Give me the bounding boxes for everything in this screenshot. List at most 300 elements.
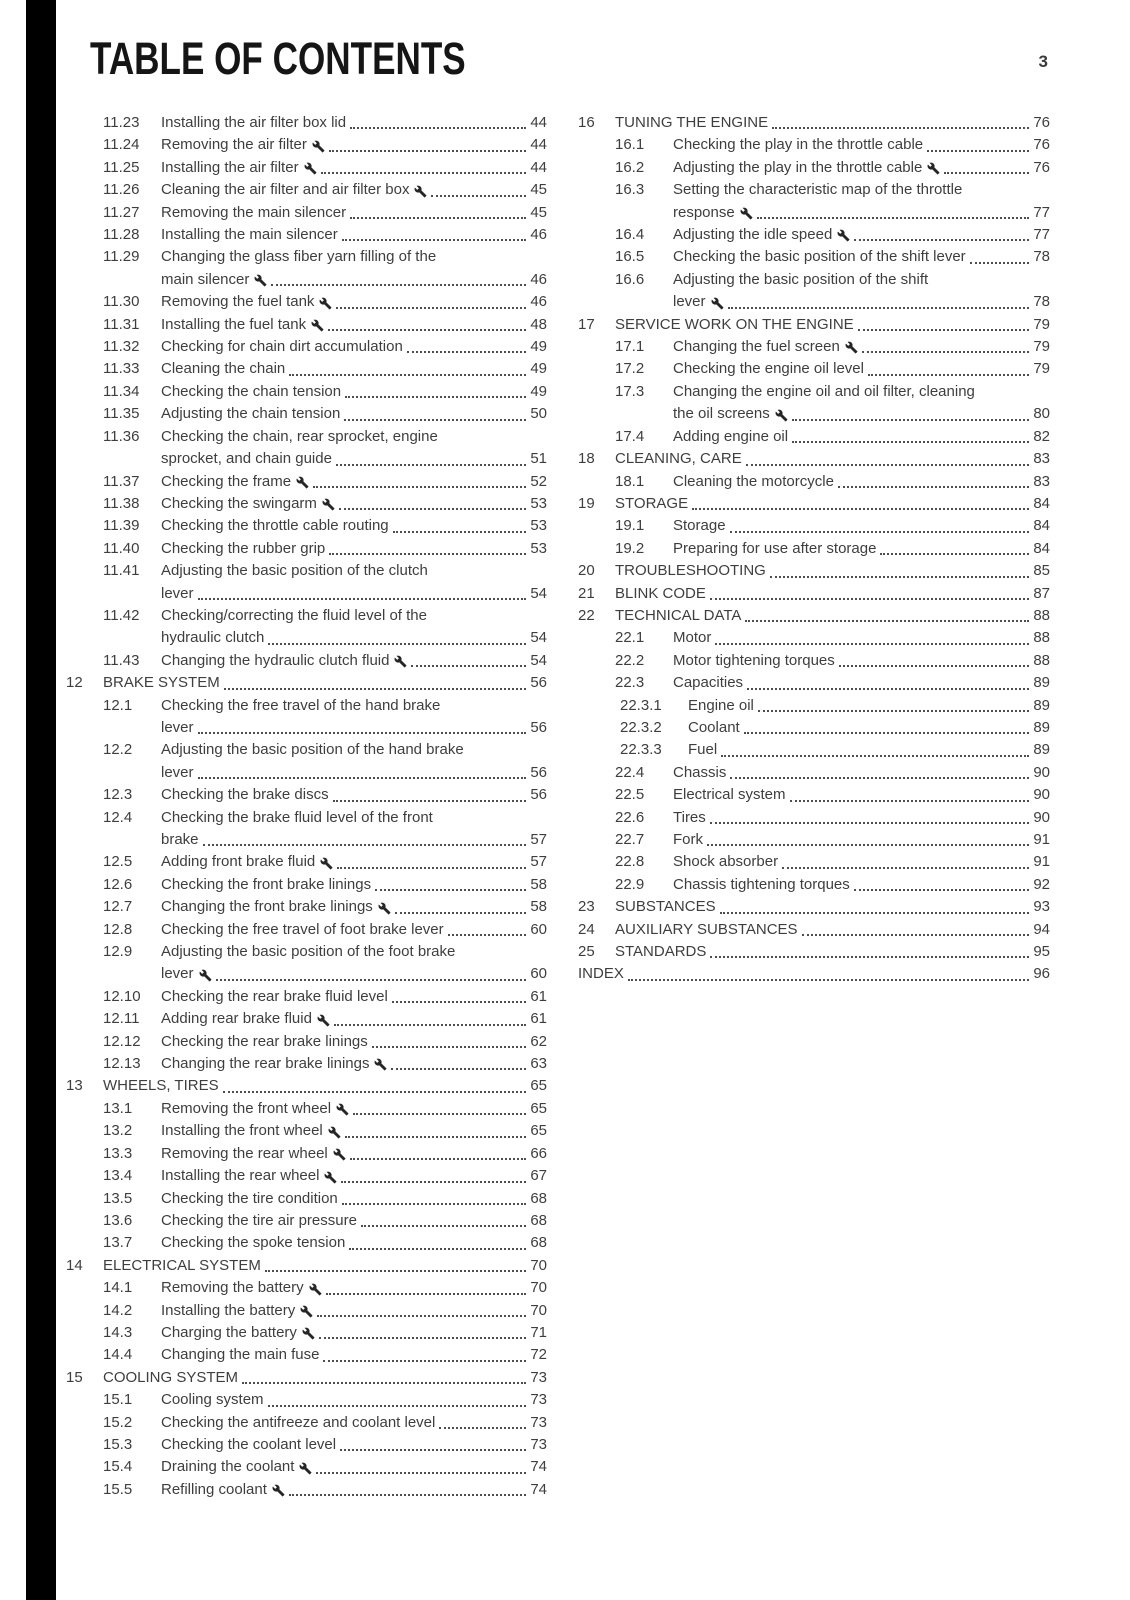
entry-page-number: 58 bbox=[530, 875, 547, 893]
entry-page-number: 90 bbox=[1033, 763, 1050, 781]
toc-entry-row bbox=[66, 336, 547, 358]
entry-title: TECHNICAL DATA bbox=[615, 606, 742, 624]
dot-leader bbox=[721, 755, 1029, 757]
entry-number: 12.8 bbox=[103, 920, 133, 938]
entry-title: Tires bbox=[673, 808, 706, 826]
entry-page-number: 68 bbox=[530, 1189, 547, 1207]
entry-title: Chassis tightening torques bbox=[673, 875, 850, 893]
entry-title: Installing the fuel tank bbox=[161, 315, 307, 333]
toc-entry-row bbox=[66, 291, 547, 313]
dot-leader bbox=[770, 576, 1029, 578]
dot-leader bbox=[792, 441, 1029, 443]
toc-entry-row bbox=[66, 1389, 547, 1411]
dot-leader bbox=[339, 508, 526, 510]
toc-entry-row bbox=[578, 695, 1050, 717]
toc-entry-row bbox=[578, 627, 1050, 649]
entry-title: Checking the antifreeze and coolant level bbox=[161, 1413, 436, 1431]
entry-number: 11.41 bbox=[103, 562, 140, 580]
dot-leader bbox=[839, 665, 1030, 667]
wrench-icon bbox=[299, 1462, 312, 1475]
dot-leader bbox=[198, 732, 527, 734]
dot-leader bbox=[353, 1113, 526, 1115]
page-title: TABLE OF CONTENTS bbox=[90, 33, 466, 84]
entry-title: Checking the basic position of the shift lever bbox=[673, 248, 966, 266]
toc-entry-row bbox=[66, 739, 547, 761]
dot-leader bbox=[268, 643, 526, 645]
entry-number: 22.3.3 bbox=[620, 741, 662, 759]
toc-entry-row bbox=[578, 739, 1050, 761]
entry-title: Changing the hydraulic clutch fluid bbox=[161, 651, 390, 669]
entry-title: Adding rear brake fluid bbox=[161, 1010, 312, 1028]
toc-entry-row bbox=[578, 829, 1050, 851]
entry-title: hydraulic clutch bbox=[161, 629, 265, 647]
entry-number: 13.3 bbox=[103, 1144, 133, 1162]
entry-number: 11.33 bbox=[103, 360, 140, 378]
entry-page-number: 49 bbox=[530, 360, 547, 378]
entry-title: SERVICE WORK ON THE ENGINE bbox=[615, 315, 854, 333]
toc-entry-row bbox=[66, 896, 547, 918]
entry-title: TUNING THE ENGINE bbox=[615, 114, 769, 131]
toc-entry-row bbox=[66, 224, 547, 246]
wrench-icon bbox=[333, 1148, 346, 1161]
dot-leader bbox=[720, 912, 1030, 914]
toc-column-2 bbox=[578, 112, 1050, 986]
entry-number: 18 bbox=[578, 450, 595, 468]
entry-page-number: 73 bbox=[530, 1391, 547, 1409]
entry-page-number: 76 bbox=[1033, 136, 1050, 154]
wrench-icon bbox=[302, 1327, 315, 1340]
entry-number: 19.2 bbox=[615, 539, 645, 557]
entry-number: 12.7 bbox=[103, 898, 133, 916]
entry-number: 25 bbox=[578, 943, 595, 961]
toc-entry-row bbox=[578, 381, 1050, 403]
entry-number: 17.4 bbox=[615, 427, 645, 445]
entry-page-number: 58 bbox=[530, 898, 547, 916]
toc-entry-row bbox=[66, 695, 547, 717]
entry-page-number: 79 bbox=[1033, 360, 1050, 378]
entry-title: WHEELS, TIRES bbox=[103, 1077, 219, 1095]
wrench-icon bbox=[304, 162, 317, 175]
entry-number: 11.34 bbox=[103, 382, 140, 400]
entry-number: 11.32 bbox=[103, 338, 140, 356]
wrench-icon bbox=[845, 341, 858, 354]
entry-title: Adding engine oil bbox=[673, 427, 789, 445]
toc-entry-row bbox=[578, 784, 1050, 806]
dot-leader bbox=[333, 800, 527, 802]
page-edge-bar bbox=[26, 0, 56, 1600]
entry-title: Electrical system bbox=[673, 786, 786, 804]
page-header bbox=[90, 33, 1048, 84]
entry-page-number: 49 bbox=[530, 338, 547, 356]
dot-leader bbox=[336, 307, 526, 309]
entry-number: 22.3.1 bbox=[620, 696, 662, 714]
dot-leader bbox=[782, 867, 1029, 869]
toc-entry-row bbox=[66, 627, 547, 649]
entry-title: Changing the glass fiber yarn filling of the bbox=[161, 248, 437, 266]
entry-title: Checking the throttle cable routing bbox=[161, 517, 389, 535]
entry-number: 22 bbox=[578, 606, 595, 624]
entry-number: 16.3 bbox=[615, 181, 645, 199]
entry-number: 13.4 bbox=[103, 1167, 133, 1185]
entry-title: Installing the rear wheel bbox=[161, 1167, 320, 1185]
entry-number: 11.23 bbox=[103, 114, 140, 131]
wrench-icon bbox=[336, 1103, 349, 1116]
toc-entry-row bbox=[66, 717, 547, 739]
entry-number: 11.37 bbox=[103, 472, 140, 490]
entry-number: 13.1 bbox=[103, 1099, 133, 1117]
wrench-icon bbox=[300, 1305, 313, 1318]
entry-page-number: 53 bbox=[530, 539, 547, 557]
dot-leader bbox=[344, 419, 526, 421]
entry-number: 12.1 bbox=[103, 696, 133, 714]
entry-number: 11.24 bbox=[103, 136, 140, 154]
entry-title: lever bbox=[161, 763, 194, 781]
entry-number: 11.42 bbox=[103, 606, 140, 624]
toc-entry-row bbox=[66, 1344, 547, 1366]
dot-leader bbox=[317, 1315, 526, 1317]
entry-page-number: 88 bbox=[1033, 651, 1050, 669]
entry-page-number: 91 bbox=[1033, 853, 1050, 871]
entry-title: Charging the battery bbox=[161, 1323, 297, 1341]
entry-page-number: 78 bbox=[1033, 293, 1050, 311]
entry-title: Checking the chain tension bbox=[161, 382, 342, 400]
wrench-icon bbox=[309, 1283, 322, 1296]
toc-chapter-row bbox=[578, 919, 1050, 941]
dot-leader bbox=[289, 1494, 526, 1496]
entry-page-number: 44 bbox=[530, 114, 547, 131]
entry-number: 19.1 bbox=[615, 517, 645, 535]
entry-page-number: 61 bbox=[530, 1010, 547, 1028]
entry-title: Checking the chain, rear sprocket, engine bbox=[161, 427, 438, 445]
entry-title: Checking the play in the throttle cable bbox=[673, 136, 924, 154]
entry-title: SUBSTANCES bbox=[615, 898, 716, 916]
entry-number: 13 bbox=[66, 1077, 83, 1095]
entry-title: Checking the brake discs bbox=[161, 786, 329, 804]
entry-number: 14.2 bbox=[103, 1301, 133, 1319]
entry-title: sprocket, and chain guide bbox=[161, 450, 332, 468]
entry-title: AUXILIARY SUBSTANCES bbox=[615, 920, 798, 938]
entry-page-number: 82 bbox=[1033, 427, 1050, 445]
entry-page-number: 70 bbox=[530, 1279, 547, 1297]
toc-entry-row bbox=[66, 471, 547, 493]
dot-leader bbox=[728, 307, 1030, 309]
wrench-icon bbox=[272, 1484, 285, 1497]
dot-leader bbox=[321, 172, 527, 174]
entry-number: 22.3.2 bbox=[620, 718, 662, 736]
toc-entry-row bbox=[66, 762, 547, 784]
dot-leader bbox=[692, 508, 1029, 510]
entry-title: Checking the spoke tension bbox=[161, 1234, 346, 1252]
entry-number: 22.6 bbox=[615, 808, 645, 826]
toc-chapter-row bbox=[66, 1255, 547, 1277]
toc-entry-row bbox=[66, 1232, 547, 1254]
entry-title: lever bbox=[161, 965, 194, 983]
dot-leader bbox=[319, 1337, 526, 1339]
entry-title: Changing the engine oil and oil filter, cleaning bbox=[673, 382, 975, 400]
entry-title: TROUBLESHOOTING bbox=[615, 562, 766, 580]
wrench-icon bbox=[837, 229, 850, 242]
entry-title: Removing the rear wheel bbox=[161, 1144, 328, 1162]
dot-leader bbox=[342, 239, 527, 241]
wrench-icon bbox=[320, 857, 333, 870]
entry-title: BLINK CODE bbox=[615, 584, 706, 602]
entry-page-number: 76 bbox=[1033, 158, 1050, 176]
toc-entry-row bbox=[66, 583, 547, 605]
toc-entry-row bbox=[578, 851, 1050, 873]
entry-number: 13.7 bbox=[103, 1234, 133, 1252]
entry-number: 17.1 bbox=[615, 338, 645, 356]
entry-title: Draining the coolant bbox=[161, 1458, 295, 1476]
toc-chapter-row bbox=[66, 1075, 547, 1097]
entry-title: Installing the front wheel bbox=[161, 1122, 323, 1140]
toc-entry-row bbox=[66, 851, 547, 873]
entry-title: Checking the tire air pressure bbox=[161, 1211, 357, 1229]
entry-title: Fork bbox=[673, 831, 703, 848]
dot-leader bbox=[772, 127, 1029, 129]
entry-page-number: 89 bbox=[1033, 741, 1050, 759]
dot-leader bbox=[350, 1158, 527, 1160]
toc-entry-row bbox=[66, 1188, 547, 1210]
entry-page-number: 83 bbox=[1033, 472, 1050, 490]
dot-leader bbox=[790, 800, 1030, 802]
dot-leader bbox=[746, 464, 1030, 466]
entry-title: Installing the main silencer bbox=[161, 226, 338, 244]
entry-number: 22.8 bbox=[615, 853, 645, 871]
dot-leader bbox=[757, 217, 1030, 219]
dot-leader bbox=[326, 1293, 527, 1295]
entry-page-number: 74 bbox=[530, 1480, 547, 1498]
dot-leader bbox=[345, 396, 526, 398]
toc-chapter-row bbox=[66, 672, 547, 694]
entry-page-number: 50 bbox=[530, 405, 547, 423]
entry-title: Checking for chain dirt accumulation bbox=[161, 338, 403, 356]
entry-title: Checking the swingarm bbox=[161, 494, 317, 512]
entry-page-number: 71 bbox=[530, 1323, 547, 1341]
entry-page-number: 83 bbox=[1033, 450, 1050, 468]
entry-title: Checking the coolant level bbox=[161, 1435, 337, 1453]
dot-leader bbox=[970, 262, 1030, 264]
entry-page-number: 57 bbox=[530, 831, 547, 848]
entry-page-number: 57 bbox=[530, 853, 547, 871]
entry-page-number: 54 bbox=[530, 584, 547, 602]
toc-entry-row bbox=[578, 874, 1050, 896]
entry-number: 12.13 bbox=[103, 1055, 141, 1073]
dot-leader bbox=[838, 486, 1029, 488]
entry-title: Checking/correcting the fluid level of the bbox=[161, 606, 427, 624]
entry-number: 11.31 bbox=[103, 315, 140, 333]
entry-number: 14.1 bbox=[103, 1279, 133, 1297]
entry-page-number: 61 bbox=[530, 987, 547, 1005]
toc-entry-row bbox=[578, 426, 1050, 448]
entry-number: 15.5 bbox=[103, 1480, 133, 1498]
entry-page-number: 68 bbox=[530, 1211, 547, 1229]
entry-page-number: 56 bbox=[530, 763, 547, 781]
entry-page-number: 79 bbox=[1033, 338, 1050, 356]
dot-leader bbox=[393, 531, 527, 533]
entry-title: Checking the front brake linings bbox=[161, 875, 372, 893]
dot-leader bbox=[203, 844, 527, 846]
dot-leader bbox=[342, 1203, 527, 1205]
entry-title: Checking the frame bbox=[161, 472, 292, 490]
entry-page-number: 54 bbox=[530, 651, 547, 669]
entry-number: 14.4 bbox=[103, 1346, 133, 1364]
toc-entry-row bbox=[578, 515, 1050, 537]
dot-leader bbox=[802, 934, 1030, 936]
dot-leader bbox=[392, 1001, 527, 1003]
dot-leader bbox=[242, 1382, 526, 1384]
toc-entry-row bbox=[66, 1098, 547, 1120]
dot-leader bbox=[747, 688, 1029, 690]
entry-number: 18.1 bbox=[615, 472, 645, 490]
dot-leader bbox=[328, 329, 526, 331]
entry-title: Refilling coolant bbox=[161, 1480, 267, 1498]
toc-entry-row bbox=[66, 179, 547, 201]
dot-leader bbox=[265, 1270, 526, 1272]
entry-number: 17.3 bbox=[615, 382, 645, 400]
entry-number: 11.26 bbox=[103, 181, 140, 199]
toc-entry-row bbox=[578, 246, 1050, 268]
wrench-icon bbox=[394, 655, 407, 668]
toc-chapter-row bbox=[578, 896, 1050, 918]
toc-entry-row bbox=[66, 1210, 547, 1232]
toc-entry-row bbox=[66, 1412, 547, 1434]
entry-page-number: 52 bbox=[530, 472, 547, 490]
entry-title: Coolant bbox=[688, 718, 740, 736]
entry-title: Preparing for use after storage bbox=[673, 539, 877, 557]
entry-title: main silencer bbox=[161, 270, 250, 288]
toc-entry-row bbox=[66, 605, 547, 627]
toc-chapter-row bbox=[578, 112, 1050, 134]
entry-title: Changing the front brake linings bbox=[161, 898, 373, 916]
entry-page-number: 84 bbox=[1033, 539, 1050, 557]
wrench-icon bbox=[317, 1014, 330, 1027]
entry-title: Storage bbox=[673, 517, 726, 535]
dot-leader bbox=[745, 620, 1029, 622]
entry-number: 14.3 bbox=[103, 1323, 133, 1341]
entry-number: 15.1 bbox=[103, 1391, 133, 1409]
entry-number: 23 bbox=[578, 898, 595, 916]
wrench-icon bbox=[311, 319, 324, 332]
toc-entry-row bbox=[66, 1322, 547, 1344]
dot-leader bbox=[361, 1225, 526, 1227]
toc-entry-row bbox=[66, 1031, 547, 1053]
toc-chapter-row bbox=[578, 448, 1050, 470]
entry-title: Checking the free travel of the hand brake bbox=[161, 696, 441, 714]
toc-entry-row bbox=[66, 1434, 547, 1456]
entry-title: Fuel bbox=[688, 741, 718, 759]
entry-number: 15.2 bbox=[103, 1413, 133, 1431]
entry-number: 12 bbox=[66, 674, 83, 692]
dot-leader bbox=[758, 710, 1029, 712]
entry-page-number: 44 bbox=[530, 158, 547, 176]
entry-page-number: 77 bbox=[1033, 226, 1050, 244]
dot-leader bbox=[350, 217, 526, 219]
dot-leader bbox=[341, 1181, 526, 1183]
entry-title: Cleaning the air filter and air filter box bbox=[161, 181, 410, 199]
entry-number: 12.11 bbox=[103, 1010, 140, 1028]
entry-number: 22.4 bbox=[615, 763, 645, 781]
entry-number: 22.5 bbox=[615, 786, 645, 804]
entry-page-number: 65 bbox=[530, 1099, 547, 1117]
wrench-icon bbox=[374, 1058, 387, 1071]
toc-entry-row bbox=[66, 358, 547, 380]
entry-title: Adding front brake fluid bbox=[161, 853, 316, 871]
toc-entry-row bbox=[66, 1300, 547, 1322]
entry-title: COOLING SYSTEM bbox=[103, 1368, 239, 1386]
entry-number: 16.2 bbox=[615, 158, 645, 176]
wrench-icon bbox=[414, 185, 427, 198]
toc-entry-row bbox=[66, 426, 547, 448]
dot-leader bbox=[730, 777, 1029, 779]
dot-leader bbox=[944, 172, 1029, 174]
toc-entry-row bbox=[66, 784, 547, 806]
entry-title: Setting the characteristic map of the throttle bbox=[673, 181, 963, 199]
entry-title: Changing the main fuse bbox=[161, 1346, 320, 1364]
entry-number: 20 bbox=[578, 562, 595, 580]
entry-title: Checking the rubber grip bbox=[161, 539, 326, 557]
entry-title: lever bbox=[161, 584, 194, 602]
entry-page-number: 72 bbox=[530, 1346, 547, 1364]
entry-page-number: 70 bbox=[530, 1256, 547, 1274]
toc-entry-row bbox=[66, 941, 547, 963]
toc-entry-row bbox=[66, 963, 547, 985]
entry-page-number: 45 bbox=[530, 203, 547, 221]
entry-page-number: 49 bbox=[530, 382, 547, 400]
entry-number: 15 bbox=[66, 1368, 83, 1386]
dot-leader bbox=[372, 1046, 527, 1048]
dot-leader bbox=[224, 688, 527, 690]
entry-page-number: 73 bbox=[530, 1435, 547, 1453]
wrench-icon bbox=[711, 297, 724, 310]
entry-page-number: 87 bbox=[1033, 584, 1050, 602]
entry-number: 12.6 bbox=[103, 875, 133, 893]
entry-title: Shock absorber bbox=[673, 853, 779, 871]
toc-entry-row bbox=[578, 403, 1050, 425]
entry-page-number: 80 bbox=[1033, 405, 1050, 423]
toc-chapter-row bbox=[578, 605, 1050, 627]
toc-entry-row bbox=[66, 807, 547, 829]
entry-title: Adjusting the play in the throttle cable bbox=[673, 158, 923, 176]
entry-title: Chassis bbox=[673, 763, 727, 781]
toc-entry-row bbox=[66, 650, 547, 672]
entry-page-number: 46 bbox=[530, 270, 547, 288]
entry-title: Changing the fuel screen bbox=[673, 338, 840, 356]
entry-page-number: 73 bbox=[530, 1368, 547, 1386]
dot-leader bbox=[448, 934, 527, 936]
dot-leader bbox=[407, 351, 527, 353]
toc-entry-row bbox=[66, 202, 547, 224]
entry-title: Adjusting the idle speed bbox=[673, 226, 833, 244]
toc-entry-row bbox=[66, 1008, 547, 1030]
entry-page-number: 46 bbox=[530, 226, 547, 244]
dot-leader bbox=[707, 844, 1029, 846]
entry-page-number: 79 bbox=[1033, 315, 1050, 333]
toc-entry-row bbox=[66, 1456, 547, 1478]
entry-page-number: 68 bbox=[530, 1234, 547, 1252]
entry-page-number: 60 bbox=[530, 965, 547, 983]
dot-leader bbox=[391, 1068, 526, 1070]
entry-title: ELECTRICAL SYSTEM bbox=[103, 1256, 261, 1274]
entry-page-number: 62 bbox=[530, 1032, 547, 1050]
entry-number: 19 bbox=[578, 494, 595, 512]
toc-entry-row bbox=[66, 1143, 547, 1165]
entry-title: Checking the rear brake linings bbox=[161, 1032, 368, 1050]
dot-leader bbox=[334, 1024, 526, 1026]
entry-title: STANDARDS bbox=[615, 943, 707, 961]
dot-leader bbox=[316, 1472, 526, 1474]
entry-title: Adjusting the chain tension bbox=[161, 405, 341, 423]
dot-leader bbox=[323, 1360, 526, 1362]
